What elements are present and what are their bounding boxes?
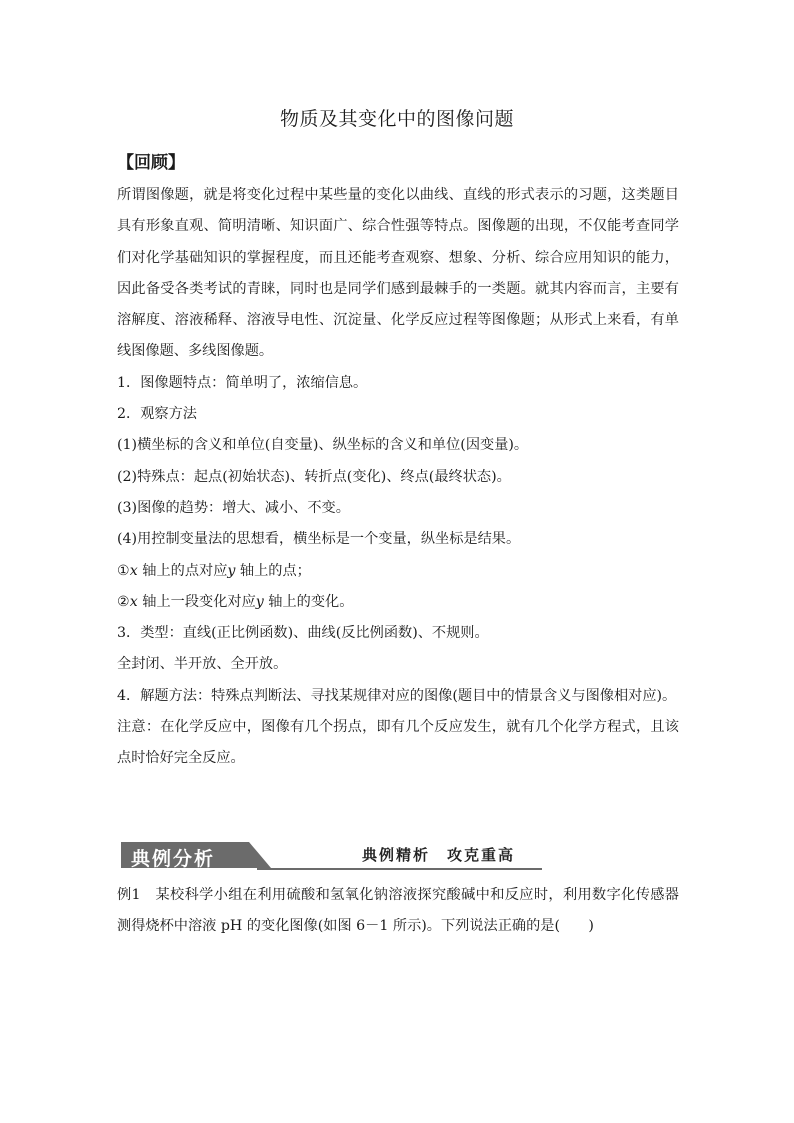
banner-slogan: 典例精析 攻克重高 — [362, 846, 516, 864]
point-4: 4．解题方法：特殊点判断法、寻找某规律对应的图像(题目中的情景含义与图像相对应)。 — [117, 687, 677, 704]
point-3: 3．类型：直线(正比例函数)、曲线(反比例函数)、不规则。 — [117, 625, 489, 642]
point-2-4: (4)用控制变量法的思想看，横坐标是一个变量，纵坐标是结果。 — [117, 531, 521, 548]
note: 注意：在化学反应中，图像有几个拐点，即有几个反应发生，就有几个化学方程式，且该点时恰好完全反应。 — [117, 719, 679, 767]
review-heading: 【回顾】 — [117, 153, 185, 173]
point-2-1: (1)横坐标的含义和单位(自变量)、纵坐标的含义和单位(因变量)。 — [117, 437, 529, 454]
point-2-4-a-tail: 轴上的点； — [235, 562, 311, 579]
point-2-4-a-text: 轴上的点对应 — [137, 562, 228, 579]
x-variable: x — [129, 593, 138, 610]
example-1: 例1 某校科学小组在利用硫酸和氢氧化钠溶液探究酸碱中和反应时，利用数字化传感器测得烧杯中溶液 pH 的变化图像(如图 6－1 所示)。下列说法正确的是( ) — [117, 887, 679, 935]
section-banner — [117, 838, 542, 870]
point-2-4-a — [117, 556, 679, 587]
banner-label: 典例分析 — [131, 848, 216, 870]
point-3-sub: 全封闭、半开放、全开放。 — [117, 656, 288, 673]
point-2-2: (2)特殊点：起点(初始状态)、转折点(变化)、终点(最终状态)。 — [117, 468, 511, 485]
y-variable: y — [255, 593, 264, 610]
point-2: 2．观察方法 — [117, 406, 197, 423]
banner-tab — [121, 842, 271, 868]
point-1: 1．图像题特点：简单明了，浓缩信息。 — [117, 374, 368, 391]
banner-underline — [257, 868, 542, 870]
point-2-3: (3)图像的趋势：增大、减小、不变。 — [117, 499, 350, 516]
point-2-4-b — [117, 587, 679, 618]
circle-two: ② — [117, 593, 130, 610]
page-title: 物质及其变化中的图像问题 — [279, 108, 514, 130]
x-variable: x — [129, 562, 138, 579]
review-body — [117, 180, 679, 775]
point-2-4-b-text: 轴上一段变化对应 — [137, 593, 256, 610]
circle-one: ① — [117, 562, 130, 579]
point-2-4-b-tail: 轴上的变化。 — [263, 593, 354, 610]
review-intro: 所谓图像题，就是将变化过程中某些量的变化以曲线、直线的形式表示的习题，这类题目具有形象直观、简明清晰、知识面广、综合性强等特点。图像题的出现，不仅能考查同学们对化学基础知识的掌握程度，而且还能考查观察、想象、分析、综合应用知识的能力，因此备受各类考试的青睐，同时也是同学们感到最棘手的一类题。就其内容而言，主要有溶解度、溶液稀释、溶液导电性、沉淀量、化学反应过程等图像题；从形式上来看，有单线图像题、多线图像题。 — [117, 187, 679, 360]
y-variable: y — [227, 562, 236, 579]
